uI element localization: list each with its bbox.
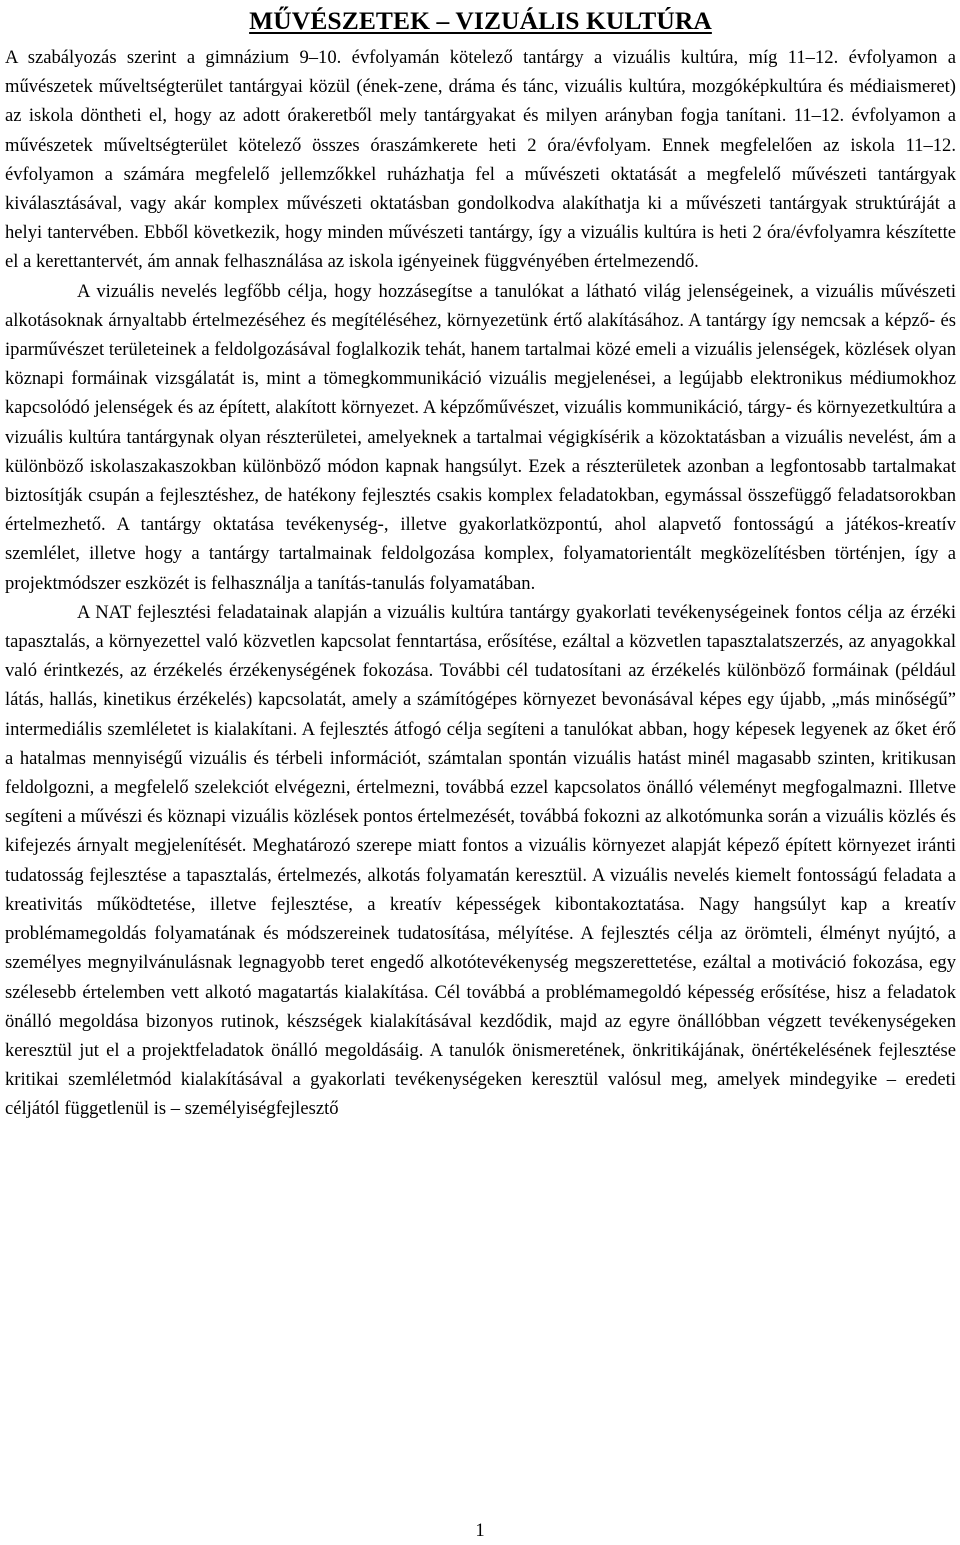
- page-title: MŰVÉSZETEK – VIZUÁLIS KULTÚRA: [249, 6, 712, 35]
- paragraph-visual-education-goal: A vizuális nevelés legfőbb célja, hogy hozzásegítse a tanulókat a látható világ jelenségeinek, a vizuális művészeti alkotásoknak árnyaltabb értelmezéséhez és megítéléséhez, környezetünk értő alakításához. A tantárgy így nemcsak a képző- és iparművészet területeinek a feldolgozásával foglalkozik tehát, hanem tartalmai közé emeli a vizuális jelenségek, közlések olyan köznapi formáinak vizsgálatát is, mint a tömegkommunikáció vizuális megjelenései, a legújabb elektronikus médiumokhoz kapcsolódó jelenségek és az épített, alakított környezet. A képzőművészet, vizuális kommunikáció, tárgy- és környezetkultúra a vizuális kultúra tantárgynak olyan részterületei, amelyeknek a tartalmai végigkísérik a közoktatásban a vizuális nevelést, ám a különböző iskolaszakaszokban különböző módon kapnak hangsúlyt. Ezek a részterületek azonban a legfontosabb tartalmakat biztosítják csupán a fejlesztéshez, de hatékony fejlesztés csakis komplex feladatokban, egymással összefüggő feladatsorokban értelmezhető. A tantárgy oktatása tevékenység-, illetve gyakorlatközpontú, ahol alapvető fontosságú a játékos-kreatív szemlélet, illetve hogy a tantárgy tartalmainak feldolgozása komplex, folyamatorientált megközelítésben történjen, így a projektmódszer eszközét is felhasználja a tanítás-tanulás folyamatában.: [5, 280, 956, 594]
- page-number: 1: [475, 1520, 485, 1541]
- paragraph-regulation: A szabályozás szerint a gimnázium 9–10. évfolyamán kötelező tantárgy a vizuális kultúra, míg 11–12. évfolyamon a művészetek műveltségterület tantárgyai közül (ének-zene, dráma és tánc, vizuális kultúra, mozgóképkultúra és médiaismeret) az iskola döntheti el, hogy az adott órakeretből mely tantárgyakat és milyen arányban fogja tanítani. 11–12. évfolyamon a művészetek műveltségterület kötelező összes óraszámkerete heti 2 óra/évfolyam. Ennek megfelelően az iskola 11–12. évfolyamon a számára megfelelő jellemzőkkel ruházhatja fel a művészeti oktatását a megfelelő művészeti tantárgyak kiválasztásával, vagy akár komplex művészeti oktatásban gondolkodva alakíthatja ki a művészeti tantárgyak struktúráját a helyi tantervében. Ebből következik, hogy minden művészeti tantárgy, így a vizuális kultúra is heti 2 óra/évfolyamra készítette el a kerettantervét, ám annak felhasználása az iskola igényeinek függvényében értelmezendő.: [5, 47, 956, 273]
- paragraph-nat-development-tasks: A NAT fejlesztési feladatainak alapján a vizuális kultúra tantárgy gyakorlati tevékenységeinek fontos célja az érzéki tapasztalás, a környezettel való közvetlen kapcsolat fenntartása, erősítése, ezáltal a közvetlen tapasztalatszerzés, az anyagokkal való érintkezés, az érzékelés érzékenységének fokozása. További cél tudatosítani az érzékelés különböző formáinak (például látás, hallás, kinetikus érzékelés) kapcsolatát, amely a számítógépes környezet bevonásával képes egy újabb, „más minőségű” intermediális szemléletet is kialakítani. A fejlesztés átfogó célja segíteni a tanulókat abban, hogy képesek legyenek az őket érő a hatalmas mennyiségű vizuális és térbeli információt, számtalan spontán vizuális hatást minél magasabb szinten, kritikusan feldolgozni, a megfelelő szelekciót elvégezni, értelmezni, továbbá ezzel kapcsolatos önálló véleményt megfogalmazni. Illetve segíteni a művészi és köznapi vizuális közlések pontos értelmezését, továbbá fokozni az alkotómunka során a vizuális közlés és kifejezés árnyalt megjelenítését. Meghatározó szerepe miatt fontos a vizuális környezet alapját képező épített környezet iránti tudatosság fejlesztése a tapasztalás, értelmezés, alkotás folyamatán keresztül. A vizuális nevelés kiemelt fontosságú feladata a kreativitás működtetése, illetve fejlesztése, a kreatív képességek kibontakoztatása. Nagy hangsúlyt kap a kreatív problémamegoldás folyamatának és módszereinek tudatosítása, mélyítése. A fejlesztés célja az örömteli, élményt nyújtó, a személyes megnyilvánulásnak legnagyobb teret engedő alkotótevékenység megszerettetése, ezáltal a motiváció fokozása, egy szélesebb értelemben vett alkotó magatartás kialakítása. Cél továbbá a problémamegoldó képesség erősítése, hisz a feladatok önálló megoldása bizonyos rutinok, készségek kialakításával kezdődik, majd az egyre önállóbban végzett tevékenységeken keresztül jut el a projektfeladatok önálló megoldásáig. A tanulók önismeretének, önkritikájának, önértékelésének fejlesztése kritikai szemléletmód kialakításával a gyakorlati tevékenységeken keresztül valósul meg, amelyek mindegyike – eredeti céljától függetlenül is – személyiségfejlesztő: [5, 601, 956, 1120]
